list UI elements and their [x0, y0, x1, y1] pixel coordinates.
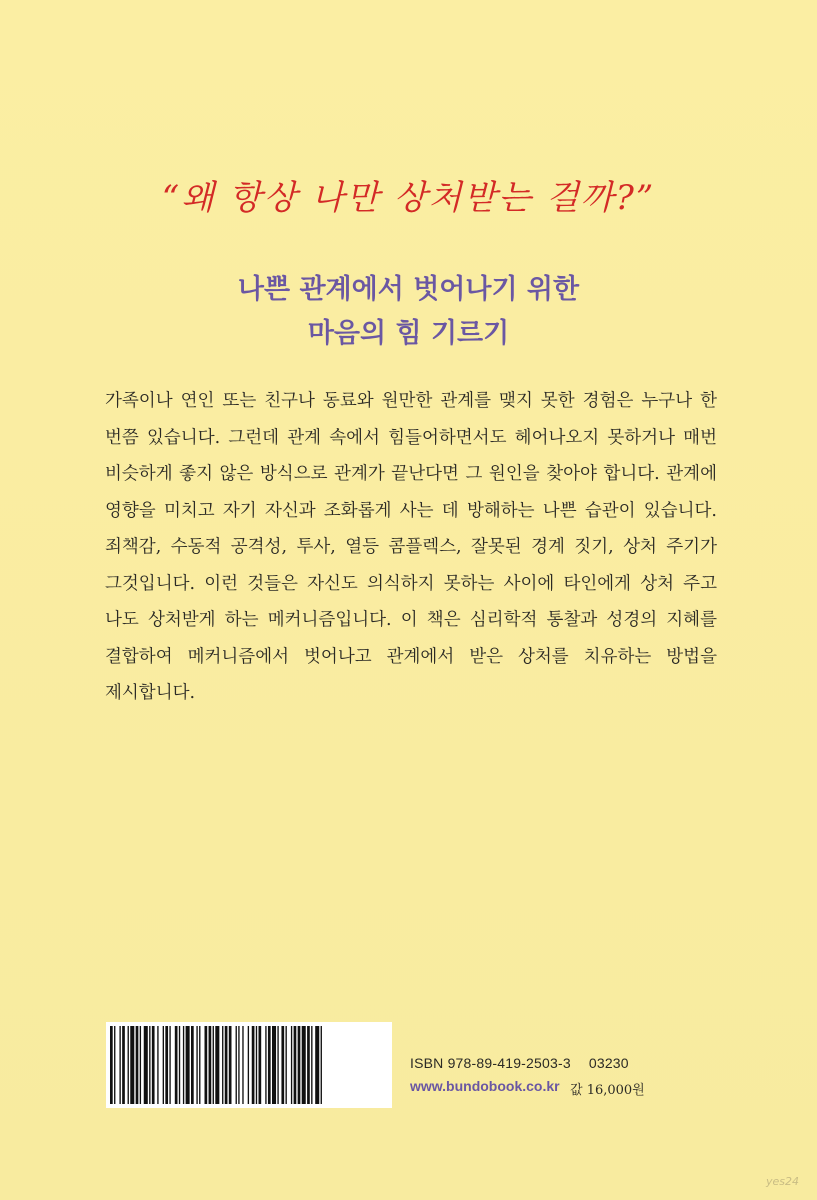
barcode-bar — [281, 1026, 284, 1104]
barcode-bar — [140, 1026, 141, 1104]
barcode-bar — [248, 1026, 249, 1104]
barcode-bar — [122, 1026, 125, 1104]
barcode-bar — [209, 1026, 212, 1104]
publisher-line — [410, 1078, 740, 1098]
barcode-bar — [302, 1026, 306, 1104]
cover-subtitle — [0, 268, 817, 356]
barcode-bar — [307, 1026, 310, 1104]
barcode-bar — [236, 1026, 237, 1104]
isbn-addon: 03230 — [588, 1055, 629, 1071]
barcode-bar — [119, 1026, 120, 1104]
barcode-bar — [165, 1026, 168, 1104]
barcode-bar — [256, 1026, 257, 1104]
barcode-bar — [265, 1026, 266, 1104]
subtitle-line-2: 마음의 힘 기르기 — [307, 318, 510, 349]
barcode-bar — [242, 1026, 243, 1104]
barcode-bar — [110, 1026, 113, 1104]
barcode-bar — [238, 1026, 239, 1104]
price-label: 값 16,000원 — [570, 1083, 645, 1098]
barcode-bar — [252, 1026, 255, 1104]
publisher-url[interactable]: www.bundobook.co.kr — [410, 1078, 560, 1094]
barcode-bar — [179, 1026, 180, 1104]
barcode-bar — [222, 1026, 223, 1104]
barcode-bar — [277, 1026, 278, 1104]
cover-quote: “왜 항상 나만 상처받는 걸까?” — [161, 178, 656, 218]
barcode-bar — [225, 1026, 228, 1104]
barcode-bar — [298, 1026, 301, 1104]
barcode — [106, 1022, 392, 1108]
barcode-bar — [152, 1026, 155, 1104]
barcode-bar — [311, 1026, 312, 1104]
watermark-logo: yes24 — [765, 1175, 799, 1188]
barcode-graphic — [106, 1022, 392, 1108]
barcode-bar — [163, 1026, 164, 1104]
barcode-bar — [186, 1026, 190, 1104]
barcode-bar — [114, 1026, 115, 1104]
barcode-bar — [196, 1026, 197, 1104]
barcode-bar — [229, 1026, 232, 1104]
barcode-bar — [128, 1026, 129, 1104]
barcode-bar — [169, 1026, 170, 1104]
barcode-bar — [268, 1026, 271, 1104]
barcode-bar — [191, 1026, 194, 1104]
barcode-bar — [149, 1026, 150, 1104]
cover-description: 가족이나 연인 또는 친구나 동료와 원만한 관계를 맺지 못한 경험은 누구나 한 번쯤 있습니다. 그런데 관계 속에서 힘들어하면서도 헤어나오지 못하거나 매번 비슷하게 좋지 않은 방식으로 관계가 끝난다면 그 원인을 찾아야 합니다. 관계에 영향을 미치고 자기 자신과 조화롭게 사는 데 방해하는 나쁜 습관이 있습니다. 죄책감, 수동적 공격성, 투사, 열등 콤플렉스, 잘못된 경계 짓기, 상처 주기가 그것입니다. 이런 것들은 자신도 의식하지 못하는 사이에 타인에게 상처 주고 나도 상처받게 하는 메커니즘입니다. 이 책은 심리학적 통찰과 성경의 지혜를 결합하여 메커니즘에서 벗어나고 관계에서 받은 상처를 치유하는 방법을 제시합니다. — [105, 391, 717, 703]
barcode-bar — [321, 1026, 322, 1104]
isbn-line — [410, 1055, 730, 1071]
barcode-bar — [215, 1026, 219, 1104]
barcode-bar — [286, 1026, 287, 1104]
barcode-bar — [291, 1026, 292, 1104]
barcode-bar — [136, 1026, 139, 1104]
barcode-bar — [205, 1026, 208, 1104]
barcode-bar — [130, 1026, 134, 1104]
barcode-bar — [183, 1026, 184, 1104]
subtitle-line-1: 나쁜 관계에서 벗어나기 위한 — [237, 274, 580, 305]
barcode-bar — [144, 1026, 148, 1104]
barcode-bar — [213, 1026, 214, 1104]
barcode-bar — [175, 1026, 178, 1104]
barcode-bar — [272, 1026, 276, 1104]
barcode-bar — [157, 1026, 158, 1104]
barcode-bar — [315, 1026, 319, 1104]
barcode-bar — [259, 1026, 262, 1104]
barcode-bar — [199, 1026, 200, 1104]
barcode-bar — [294, 1026, 297, 1104]
isbn-number: ISBN 978-89-419-2503-3 — [410, 1055, 571, 1071]
